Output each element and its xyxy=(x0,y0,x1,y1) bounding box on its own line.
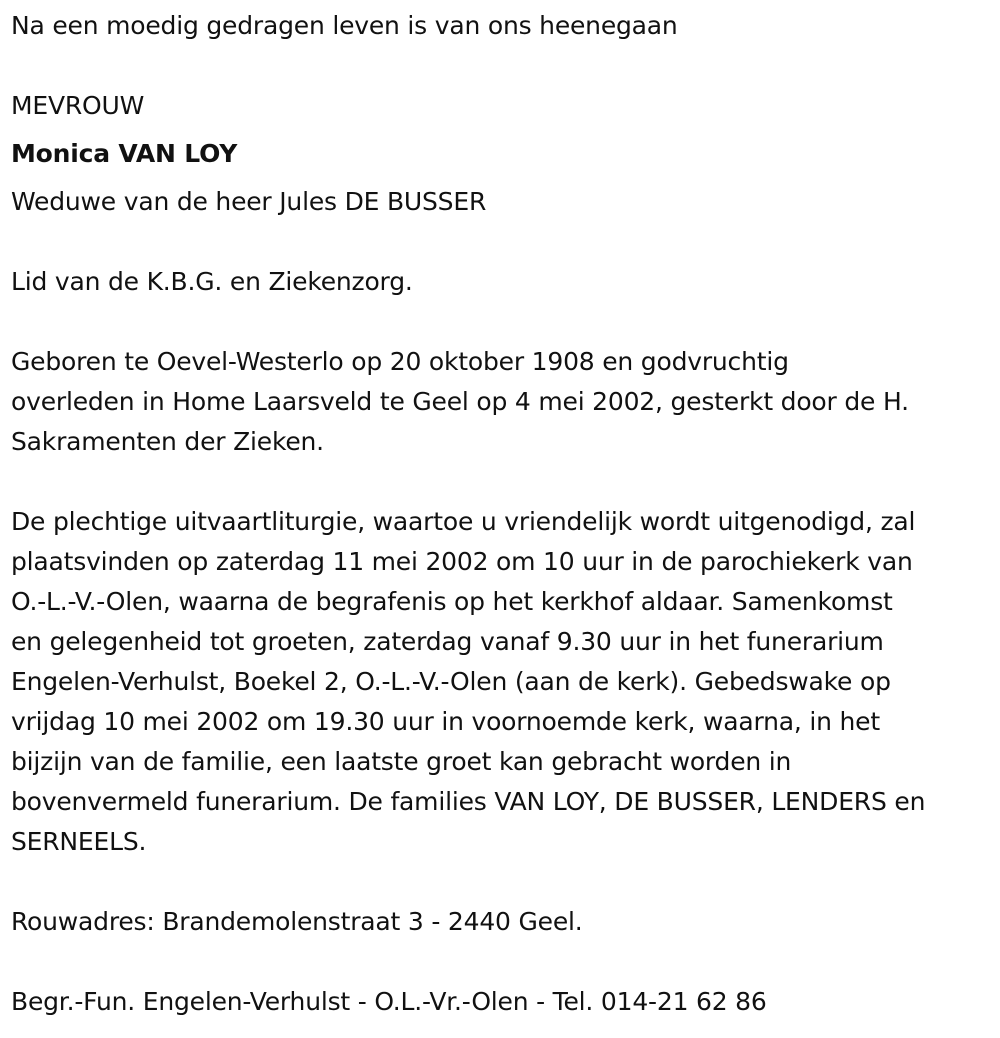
birth-death-line: Geboren te Oevel-Westerlo op 20 oktober 1908 en godvruchtig xyxy=(11,347,789,376)
funeral-line: en gelegenheid tot groeten, zaterdag vanaf 9.30 uur in het funerarium xyxy=(11,627,884,656)
funeral-line: plaatsvinden op zaterdag 11 mei 2002 om 10 uur in de parochiekerk van xyxy=(11,547,913,576)
funeral-line: Engelen-Verhulst, Boekel 2, O.-L.-V.-Olen (aan de kerk). Gebedswake op xyxy=(11,667,891,696)
birth-death-line: Sakramenten der Zieken. xyxy=(11,427,324,456)
undertaker-info: Begr.-Fun. Engelen-Verhulst - O.L.-Vr.-Olen - Tel. 014-21 62 86 xyxy=(11,987,767,1016)
funeral-line: bovenvermeld funerarium. De families VAN LOY, DE BUSSER, LENDERS en xyxy=(11,787,926,816)
membership-text: Lid van de K.B.G. en Ziekenzorg. xyxy=(11,267,413,296)
deceased-name: Monica VAN LOY xyxy=(11,139,238,168)
intro-text: Na een moedig gedragen leven is van ons heenegaan xyxy=(11,11,678,40)
funeral-line: bijzijn van de familie, een laatste groet kan gebracht worden in xyxy=(11,747,792,776)
mourning-address: Rouwadres: Brandemolenstraat 3 - 2440 Geel. xyxy=(11,907,583,936)
funeral-line: vrijdag 10 mei 2002 om 19.30 uur in voornoemde kerk, waarna, in het xyxy=(11,707,880,736)
birth-death-paragraph xyxy=(11,342,996,462)
funeral-line: O.-L.-V.-Olen, waarna de begrafenis op het kerkhof aldaar. Samenkomst xyxy=(11,587,893,616)
funeral-line: De plechtige uitvaartliturgie, waartoe u vriendelijk wordt uitgenodigd, zal xyxy=(11,507,916,536)
honorific-title: MEVROUW xyxy=(11,91,145,120)
funeral-paragraph xyxy=(11,502,996,862)
funeral-line: SERNEELS. xyxy=(11,827,147,856)
birth-death-line: overleden in Home Laarsveld te Geel op 4 mei 2002, gesterkt door de H. xyxy=(11,387,909,416)
spouse-text: Weduwe van de heer Jules DE BUSSER xyxy=(11,187,487,216)
